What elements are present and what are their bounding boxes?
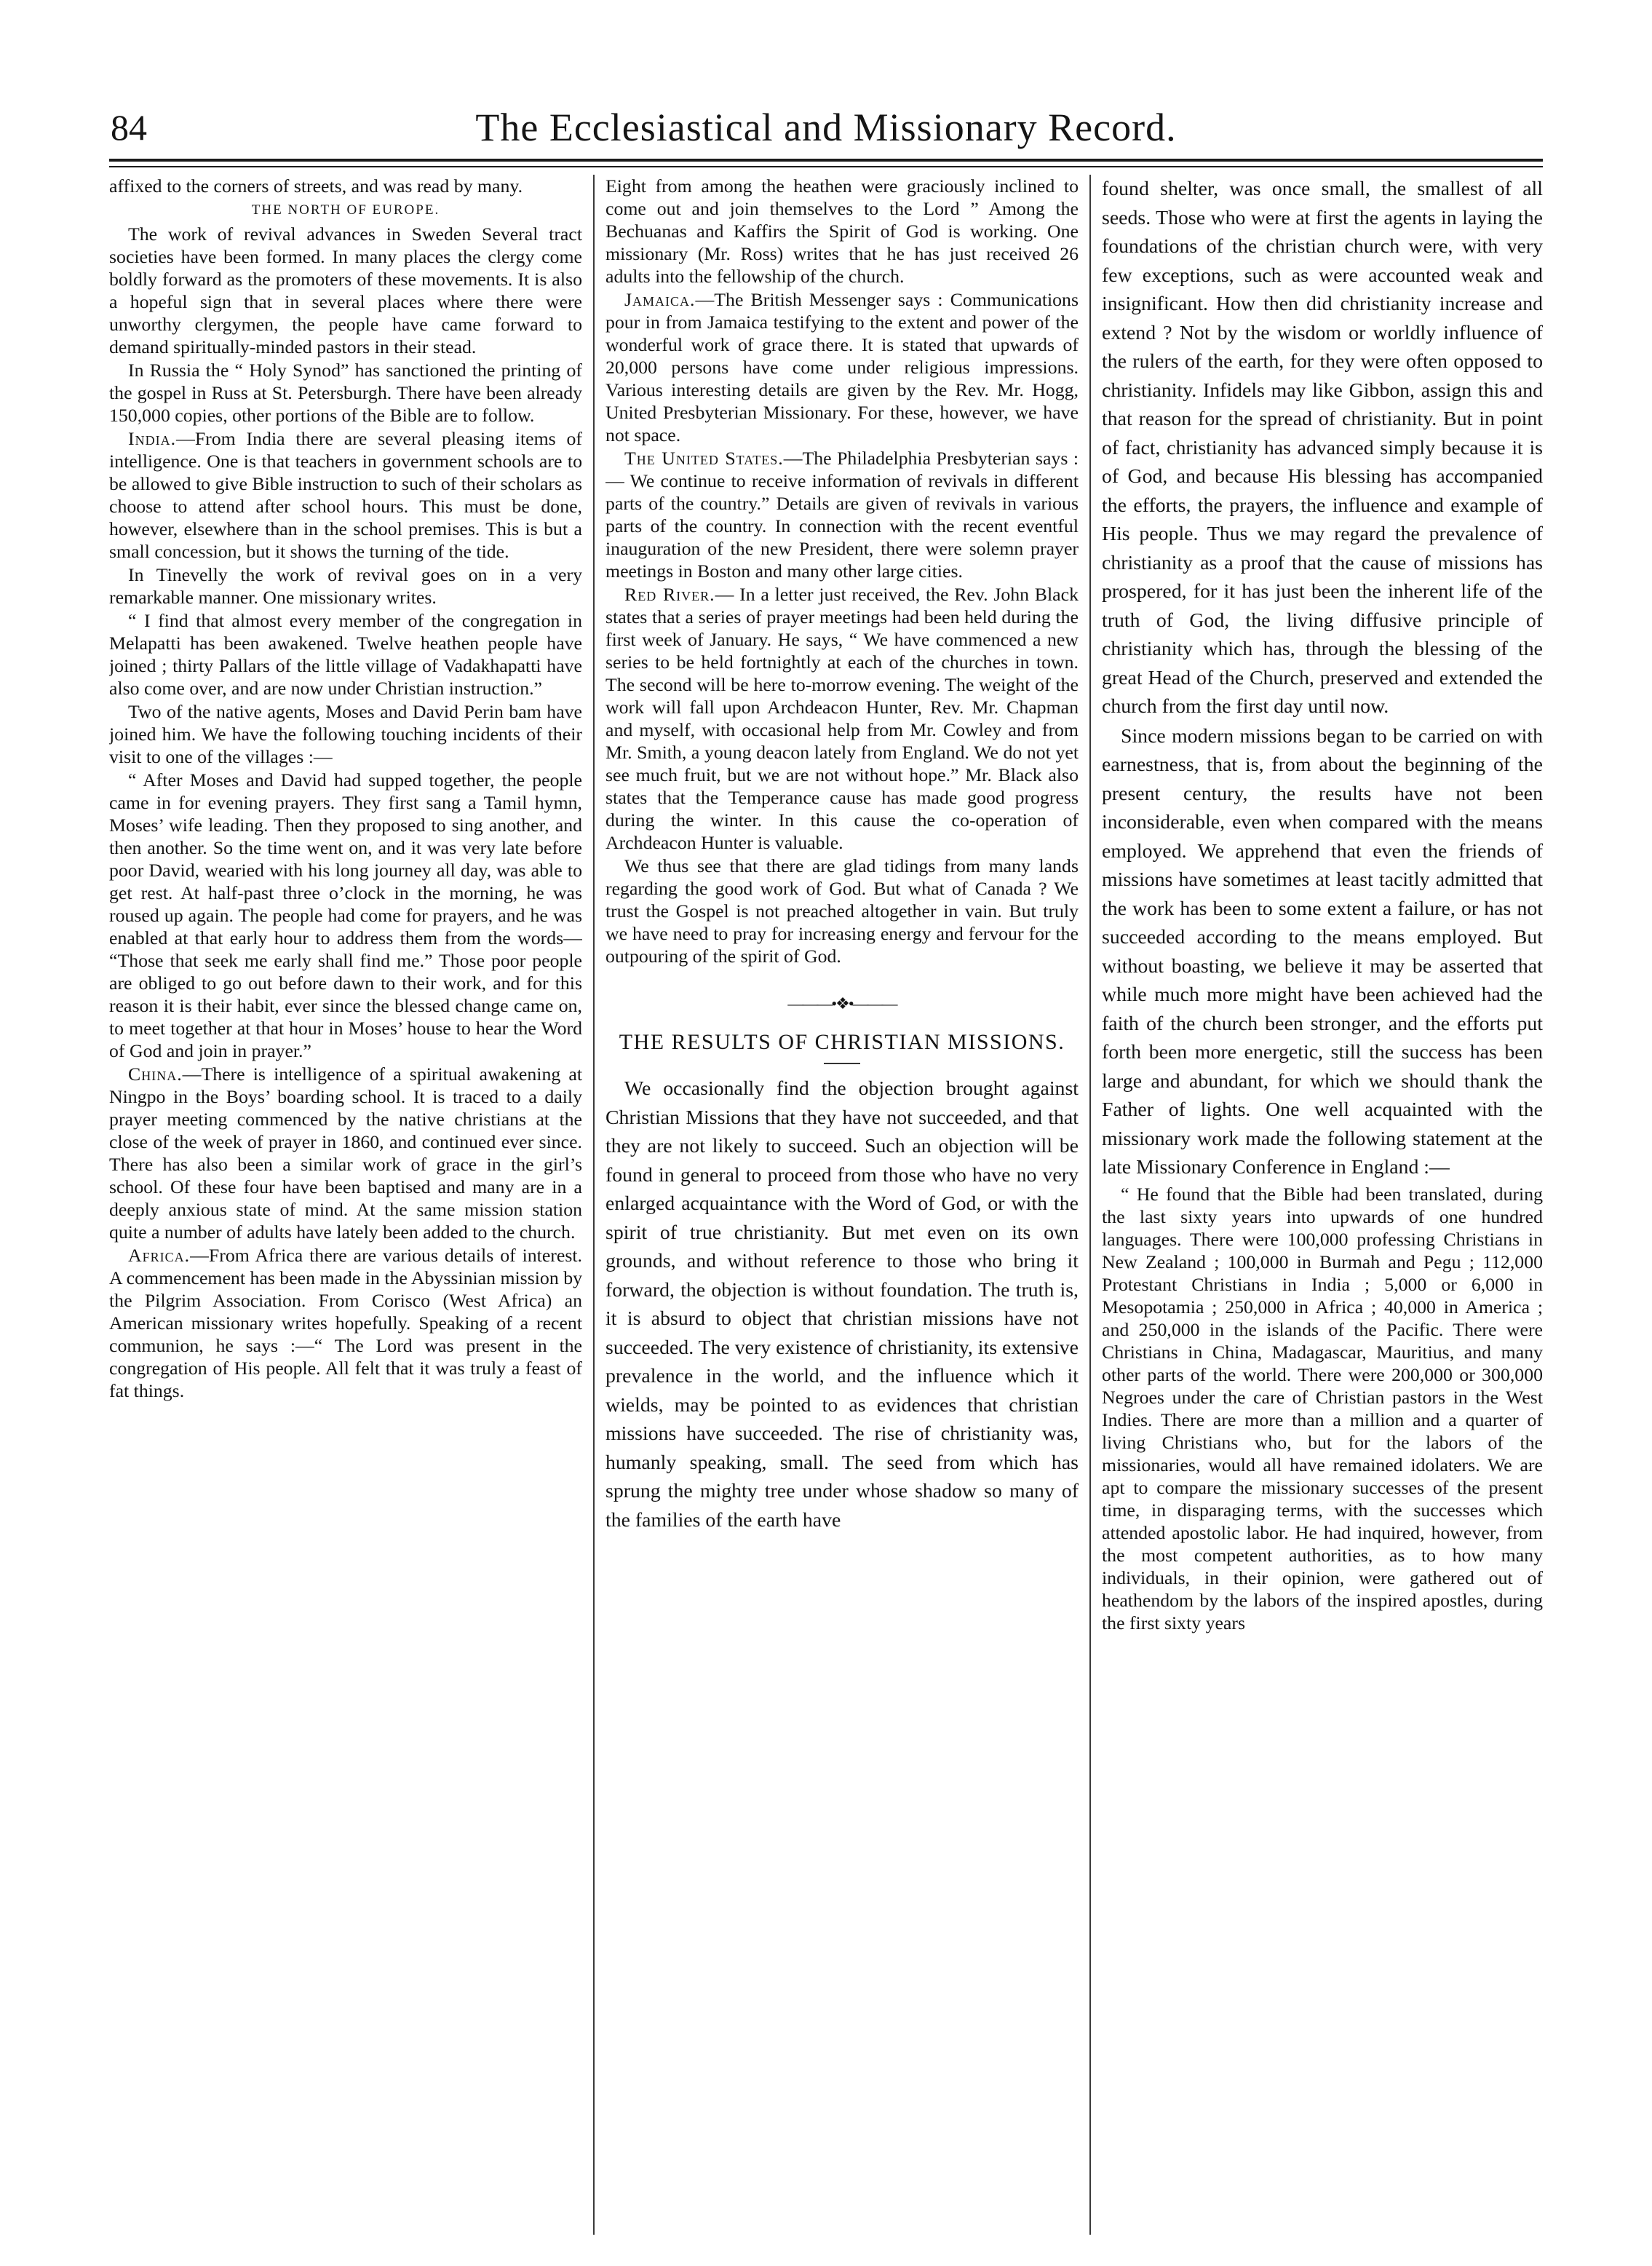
- paragraph-lead: Africa.: [128, 1245, 191, 1266]
- paragraph: [605, 583, 1079, 854]
- paragraph: Eight from among the heathen were graciously inclined to come out and join themselves to the Lord ” Among the Bechuanas and Kaffirs the Spirit of God is working. One missionary (Mr. Ross) writes that he has just received 26 adults into the fellowship of the church.: [605, 175, 1079, 287]
- paragraph-lead: The United States.: [624, 448, 784, 469]
- text-columns: [109, 175, 1543, 2235]
- paragraph: found shelter, was once small, the smallest of all seeds. Those who were at first the agents in laying the foundations of the christian church were, with very few exceptions, such as were accounted weak and insignificant. How then did christianity increase and extend ? Not by the wisdom or worldly influence of the rulers of the earth, for they were often opposed to christianity. Infidels may like Gibbon, assign this and that reason for the spread of christianity. But in point of fact, christianity has advanced simply because it is of God, and because His blessing has accompanied the efforts, the prayers, the influence and example of His people. Thus we may regard the prevalence of christianity as a proof that the cause of missions has prospered, for it has just been the inherent life of the truth of God, the living diffusive principle of christianity which has, through the blessing of the great Head of the Church, preserved and extended the church from the first day until now.: [1102, 178, 1543, 718]
- title-rule: [824, 1063, 860, 1064]
- column-1: [109, 175, 582, 2235]
- paragraph-lead: Jamaica.: [624, 289, 696, 310]
- page-number: 84: [111, 107, 147, 148]
- column-3: [1102, 175, 1543, 2235]
- column-2: [605, 175, 1079, 2235]
- section-heading: THE NORTH OF EUROPE.: [251, 202, 440, 218]
- paragraph: The work of revival advances in Sweden Several tract societies have been formed. In many places the clergy come boldly forward as the promoters of these movements. It is also a hopeful sign that in several places where there were unworthy clergymen, the people have came forward to demand spiritually-minded pastors in their stead.: [109, 223, 582, 357]
- paragraph-lead: Red River.: [624, 584, 715, 605]
- paragraph: Two of the native agents, Moses and David Perin bam have joined him. We have the following touching incidents of their visit to one of the villages :—: [109, 701, 582, 767]
- header-rule: [109, 159, 1543, 167]
- paragraph-text: —The British Messenger says : Communications pour in from Jamaica testifying to the extent and power of the wonderful work of grace there. It is stated that upwards of 20,000 persons have come under religious impressions. Various interesting details are given by the Rev. Mr. Hogg, United Presbyterian Missionary. For these, however, we have not space.: [605, 289, 1079, 445]
- paragraph: In Tinevelly the work of revival goes on in a very remarkable manner. One missionary writes.: [109, 564, 582, 608]
- paragraph-lead: India.: [128, 428, 177, 449]
- paragraph: We thus see that there are glad tidings from many lands regarding the good work of God. But what of Canada ? We trust the Gospel is not preached altogether in vain. But truly we have need to pray for increasing energy and fervour for the outpouring of the spirit of God.: [605, 855, 1079, 967]
- quotation: “ He found that the Bible had been translated, during the last sixty years into upwards of one hundred languages. There were 100,000 professing Christians in New Zealand ; 100,000 in Burmah and Pegu ; 112,000 Protestant Christians in India ; 5,000 or 6,000 in Mesopotamia ; 250,000 in Africa ; 40,000 in America ; and 250,000 in the islands of the Pacific. There were Christians in China, Madagascar, Mauritius, and many other parts of the world. There were 200,000 or 300,000 Negroes under the care of Christian pastors in the West Indies. There are more than a million and a quarter of living Christians who, but for the labors of the missionaries, would all have remained idolaters. We are apt to compare the missionary successes of the present time, in disparaging terms, with the successes which attended apostolic labor. He had inquired, however, from the most competent authorities, as to how many individuals, in their opinion, were gathered out of heathendom by the labors of the inspired apostles, during the first sixty years: [1102, 1183, 1543, 1633]
- paragraph-text: —From Africa there are various details of interest. A commencement has been made in the Abyssinian mission by the Pilgrim Association. From Corisco (West Africa) an American missionary writes hopefully. Speaking of a recent communion, he says :—“ The Lord was present in the congregation of His people. All felt that it was truly a feast of fat things.: [109, 1245, 582, 1401]
- article-title: THE RESULTS OF CHRISTIAN MISSIONS.: [619, 1030, 1065, 1054]
- ornament-divider: ———•❖•———: [787, 994, 897, 1013]
- paragraph: Since modern missions began to be carried on with earnestness, that is, from about the beginning of the present century, the results have not been inconsiderable, even when compared with the means employed. We apprehend that even the friends of missions have sometimes at least tacitly admitted that the work has been to some extent a failure, or has not succeeded according to the means employed. But without boasting, we believe it may be asserted that while much more might have been achieved had the faith of the church been stronger, and the efforts put forth been more energetic, still the success has been large and abundant, for which we should thank the Father of lights. One well acquainted with the missionary work made the following statement at the late Missionary Conference in England :—: [1102, 724, 1543, 1178]
- paragraph-text: —There is intelligence of a spiritual awakening at Ningpo in the Boys’ boarding school. It is traced to a daily prayer meeting commenced by the native christians at the close of the week of prayer in 1860, and continued ever since. There has also been a similar work of grace in the girl’s school. Of these four have been baptised and many are in a deeply anxious state of mind. At the same mission station quite a number of adults have lately been added to the church.: [109, 1063, 582, 1243]
- paragraph: We occasionally find the objection brought against Christian Missions that they have not succeeded, and that they are not likely to succeed. Such an objection will be found in general to proceed from those who have no very enlarged acquaintance with the Word of God, or with the spirit of true christianity. But met even on its own grounds, and without reference to those who bring it forward, the objection is without foundation. The truth is, it is absurd to object that christian missions have not succeeded. The very existence of christianity, its extensive prevalence in the world, and the influence which it wields, may be pointed to as evidences that christian missions have succeeded. The rise of christianity was, humanly speaking, small. The seed from which has sprung the mighty tree under whose shadow so many of the families of the earth have: [605, 1077, 1079, 1532]
- paragraph: affixed to the corners of streets, and was read by many.: [109, 175, 523, 197]
- paragraph: [605, 447, 1079, 582]
- paragraph: [109, 1063, 582, 1243]
- quotation: “ I find that almost every member of the congregation in Melapatti has been awakened. Twelve heathen people have joined ; thirty Pallars of the little village of Vadakhapatti have also come over, and are now under Christian instruction.”: [109, 610, 582, 699]
- paragraph: [109, 427, 582, 563]
- page-header: [109, 102, 1543, 153]
- paragraph: [109, 1244, 582, 1402]
- paragraph: In Russia the “ Holy Synod” has sanctioned the printing of the gospel in Russ at St. Petersburgh. There have been already 150,000 copies, other portions of the Bible are to follow.: [109, 360, 582, 426]
- quotation: “ After Moses and David had supped together, the people came in for evening prayers. They first sang a Tamil hymn, Moses’ wife leading. Then they proposed to sing another, and then another. So the time went on, and it was very late before poor David, wearied with his long journey all day, was able to get rest. At half-past three o’clock in the morning, he was roused up again. The people had come for prayers, and he was enabled at that early hour to address them from the words— “Those that seek me early shall find me.” Those poor people are obliged to go out before dawn to their work, and for this reason it is their habit, ever since the blessed change came on, to meet together at that hour in Moses’ house to hear the Word of God and join in prayer.”: [109, 769, 582, 1061]
- column-divider: [1089, 175, 1091, 2235]
- paragraph-text: — In a letter just received, the Rev. John Black states that a series of prayer meetings had been held during the first week of January. He says, “ We have commenced a new series to be held fortnightly at each of the churches in town. The second will be here to-morrow evening. The weight of the work will fall upon Archdeacon Hunter, Rev. Mr. Chapman and myself, with occasional help from Mr. Cowley and from Mr. Smith, a young deacon lately from England. We do not yet see much fruit, but we are not without hope.” Mr. Black also states that the Temperance cause has made good progress during the winter. In this cause the co-operation of Archdeacon Hunter is valuable.: [605, 584, 1079, 853]
- column-divider: [593, 175, 595, 2235]
- paragraph-text: —The Philadelphia Presbyterian says : — We continue to receive information of revivals in different parts of the country.” Details are given of revivals in various parts of the country. In connection with the recent eventful inauguration of the new President, there were solemn prayer meetings in Boston and many other large cities.: [605, 448, 1079, 582]
- running-title: The Ecclesiastical and Missionary Record.: [475, 106, 1177, 149]
- article-body: [605, 1074, 1079, 1534]
- paragraph-lead: China.: [128, 1063, 183, 1085]
- paragraph: [605, 288, 1079, 446]
- paragraph-text: —From India there are several pleasing items of intelligence. One is that teachers in government schools are to be allowed to give Bible instruction to such of their scholars as choose to attend after school hours. This must be done, however, elsewhere than in the school premises. This is but a small concession, but it shows the turning of the tide.: [109, 428, 582, 562]
